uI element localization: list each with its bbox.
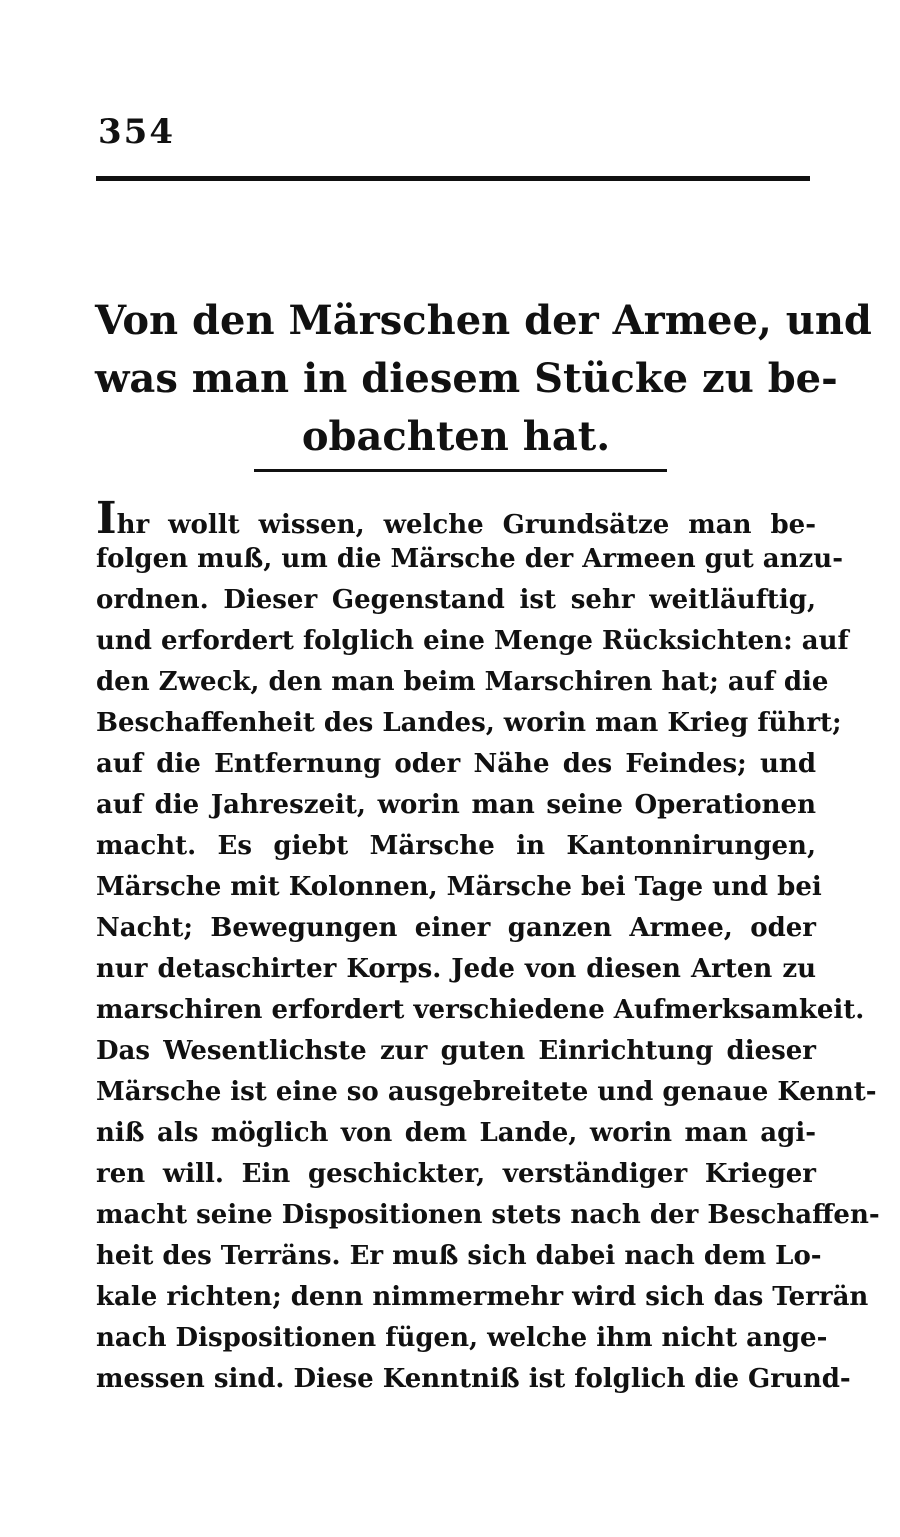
text-line: ordnen. Dieser Gegenstand ist sehr weitläuftig, [96, 585, 816, 615]
text-line: nach Dispositionen fügen, welche ihm nicht ange- [96, 1323, 828, 1353]
title-divider [254, 469, 667, 472]
text-line: kale richten; denn nimmermehr wird sich das Terrän [96, 1282, 869, 1312]
initial-letter: I [96, 493, 117, 544]
text-line: marschiren erfordert verschiedene Aufmerksamkeit. [96, 995, 865, 1025]
text-line: niß als möglich von dem Lande, worin man agi- [96, 1118, 816, 1148]
text-line: und erfordert folglich eine Menge Rücksichten: auf [96, 626, 849, 656]
page-number: 354 [98, 112, 175, 152]
text-line: Das Wesentlichste zur guten Einrichtung dieser [96, 1036, 816, 1066]
body-paragraph [96, 493, 880, 1400]
text-line: Beschaffenheit des Landes, worin man Krieg führt; [96, 708, 842, 738]
text-line: Märsche mit Kolonnen, Märsche bei Tage und bei [96, 872, 822, 902]
text-line: folgen muß, um die Märsche der Armeen gut anzu- [96, 544, 844, 574]
chapter-title-line: obachten hat. [301, 413, 611, 460]
text-line-content: hr wollt wissen, welche Grundsätze man be- [116, 510, 816, 540]
text-line [96, 493, 816, 544]
text-line: macht. Es giebt Märsche in Kantonnirungen, [96, 831, 816, 861]
text-line: auf die Entfernung oder Nähe des Feindes; und [96, 749, 816, 779]
text-line: nur detaschirter Korps. Jede von diesen Arten zu [96, 954, 816, 984]
header-rule [96, 176, 810, 181]
text-line: heit des Terräns. Er muß sich dabei nach dem Lo- [96, 1241, 822, 1271]
text-line: Märsche ist eine so ausgebreitete und genaue Kennt- [96, 1077, 877, 1107]
chapter-title-line: Von den Märschen der Armee, und [95, 297, 872, 344]
text-line: messen sind. Diese Kenntniß ist folglich die Grund- [96, 1364, 851, 1394]
text-line: ren will. Ein geschickter, verständiger Krieger [96, 1159, 816, 1189]
chapter-title [95, 292, 872, 466]
text-line: Nacht; Bewegungen einer ganzen Armee, oder [96, 913, 816, 943]
chapter-title-line: was man in diesem Stücke zu be- [95, 355, 838, 402]
text-line: den Zweck, den man beim Marschiren hat; auf die [96, 667, 829, 697]
text-line: auf die Jahreszeit, worin man seine Operationen [96, 790, 816, 820]
text-line: macht seine Dispositionen stets nach der Beschaffen- [96, 1200, 880, 1230]
